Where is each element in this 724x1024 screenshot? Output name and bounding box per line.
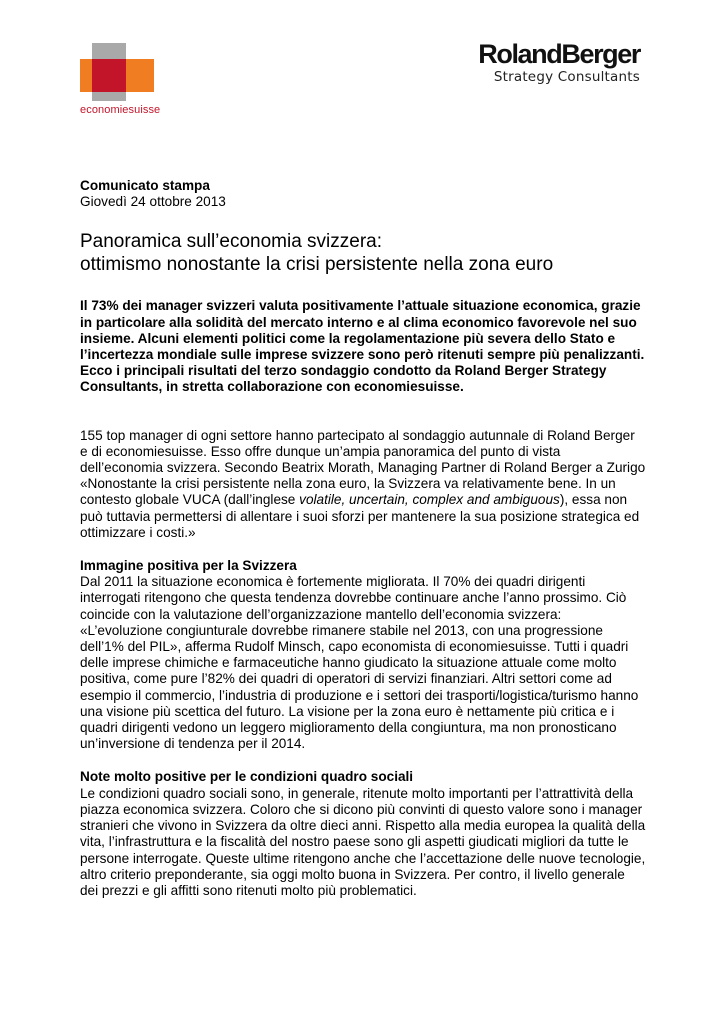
section-2-body: Le condizioni quadro sociali sono, in generale, ritenute molto importanti per l’attrattività della piazza economica svizzera. Coloro che si dicono più convinti di questo valore sono i manager stranieri che vivono in Svizzera da oltre dieci anni. Rispetto alla media europea la qualità della vita, l’infrastruttura e la fiscalità del nostro paese sono gli aspetti giudicati migliori da tutte le persone interrogate. Queste ultime ritengono anche che l’accettazione delle nuove tecnologie, altro criterio preponderante, sia oggi molto buona in Svizzera. Per contro, il livello generale dei prezzi e gli affitti sono ritenuti molto più problematici.: [80, 785, 646, 898]
intro-italic-text: volatile, uncertain, complex and ambiguous: [299, 492, 560, 508]
intro-paragraph: [80, 428, 646, 541]
logo-red-block: [92, 59, 126, 92]
press-release-label: Comunicato stampa: [80, 178, 210, 193]
roland-berger-logo-subtitle: Strategy Consultants: [493, 69, 640, 85]
title-line-2: ottimismo nonostante la crisi persistente nella zona euro: [80, 254, 554, 276]
roland-berger-logo: [478, 41, 640, 85]
section-1-body: Dal 2011 la situazione economica è fortemente migliorata. Il 70% dei quadri dirigenti interrogati ritengono che questa tendenza dovrebbe continuare anche l’anno prossimo. Ciò coincide con la valutazione dell’organizzazione mantello dell’economia svizzera: «L’evoluzione congiunturale dovrebbe rimanere stabile nel 2013, con una progressione dell’1% del PIL», afferma Rudolf Minsch, capo economista di economiesuisse. Tutti i quadri delle imprese chimiche e farmaceutiche hanno giudicato la situazione attuale come molto positiva, come pure l’82% dei quadri di operatori di servizi finanziari. Altri settori come ad esempio il commercio, l’industria di produzione e i settori dei trasporti/logistica/turismo hanno una visione più scettica del futuro. La visione per la zona euro è nettamente più critica e i quadri dirigenti vedono un leggero miglioramento della congiuntura, ma non pronosticano un’inversione di tendenza per il 2014.: [80, 574, 639, 752]
press-release-date: Giovedì 24 ottobre 2013: [80, 194, 226, 210]
section-2-heading: Note molto positive per le condizioni quadro sociali: [80, 769, 414, 785]
title-line-1: Panoramica sull’economia svizzera:: [80, 231, 383, 253]
economiesuisse-logo-text: economiesuisse: [80, 104, 161, 116]
intro-text-part-2: ), essa non può tuttavia permettersi di allentare i suoi sforzi per mantenere la sua posizione strategica ed ottimizzare i costi.»: [80, 492, 640, 540]
document-body: [80, 178, 646, 899]
intro-text-part-1: 155 top manager di ogni settore hanno partecipato al sondaggio autunnale di Roland Berger e di economiesuisse. Esso offre dunque un’ampia panoramica del punto di vista dell’economia svizzera. Secondo Beatrix Morath, Managing Partner di Roland Berger a Zurigo «Nonostante la crisi persistente nella zona euro, la Svizzera va relativamente bene. In un contesto globale VUCA (dall’inglese: [80, 427, 646, 508]
section-1-heading: Immagine positiva per la Svizzera: [80, 558, 297, 574]
page-title: [80, 230, 646, 276]
economiesuisse-logo: [80, 43, 161, 119]
economiesuisse-logo-mark: [80, 43, 154, 103]
lead-paragraph: Il 73% dei manager svizzeri valuta positivamente l’attuale situazione economica, grazie in particolare alla solidità del mercato interno e al clima economico favorevole nel suo insieme. Alcuni elementi politici come la regolamentazione più severa dello Stato e l’incertezza mondiale sulle imprese svizzere sono però ritenuti sempre più penalizzanti. Ecco i principali risultati del terzo sondaggio condotto da Roland Berger Strategy Consultants, in stretta collaborazione con economiesuisse.: [80, 298, 645, 395]
roland-berger-logo-name: RolandBerger: [478, 39, 640, 69]
